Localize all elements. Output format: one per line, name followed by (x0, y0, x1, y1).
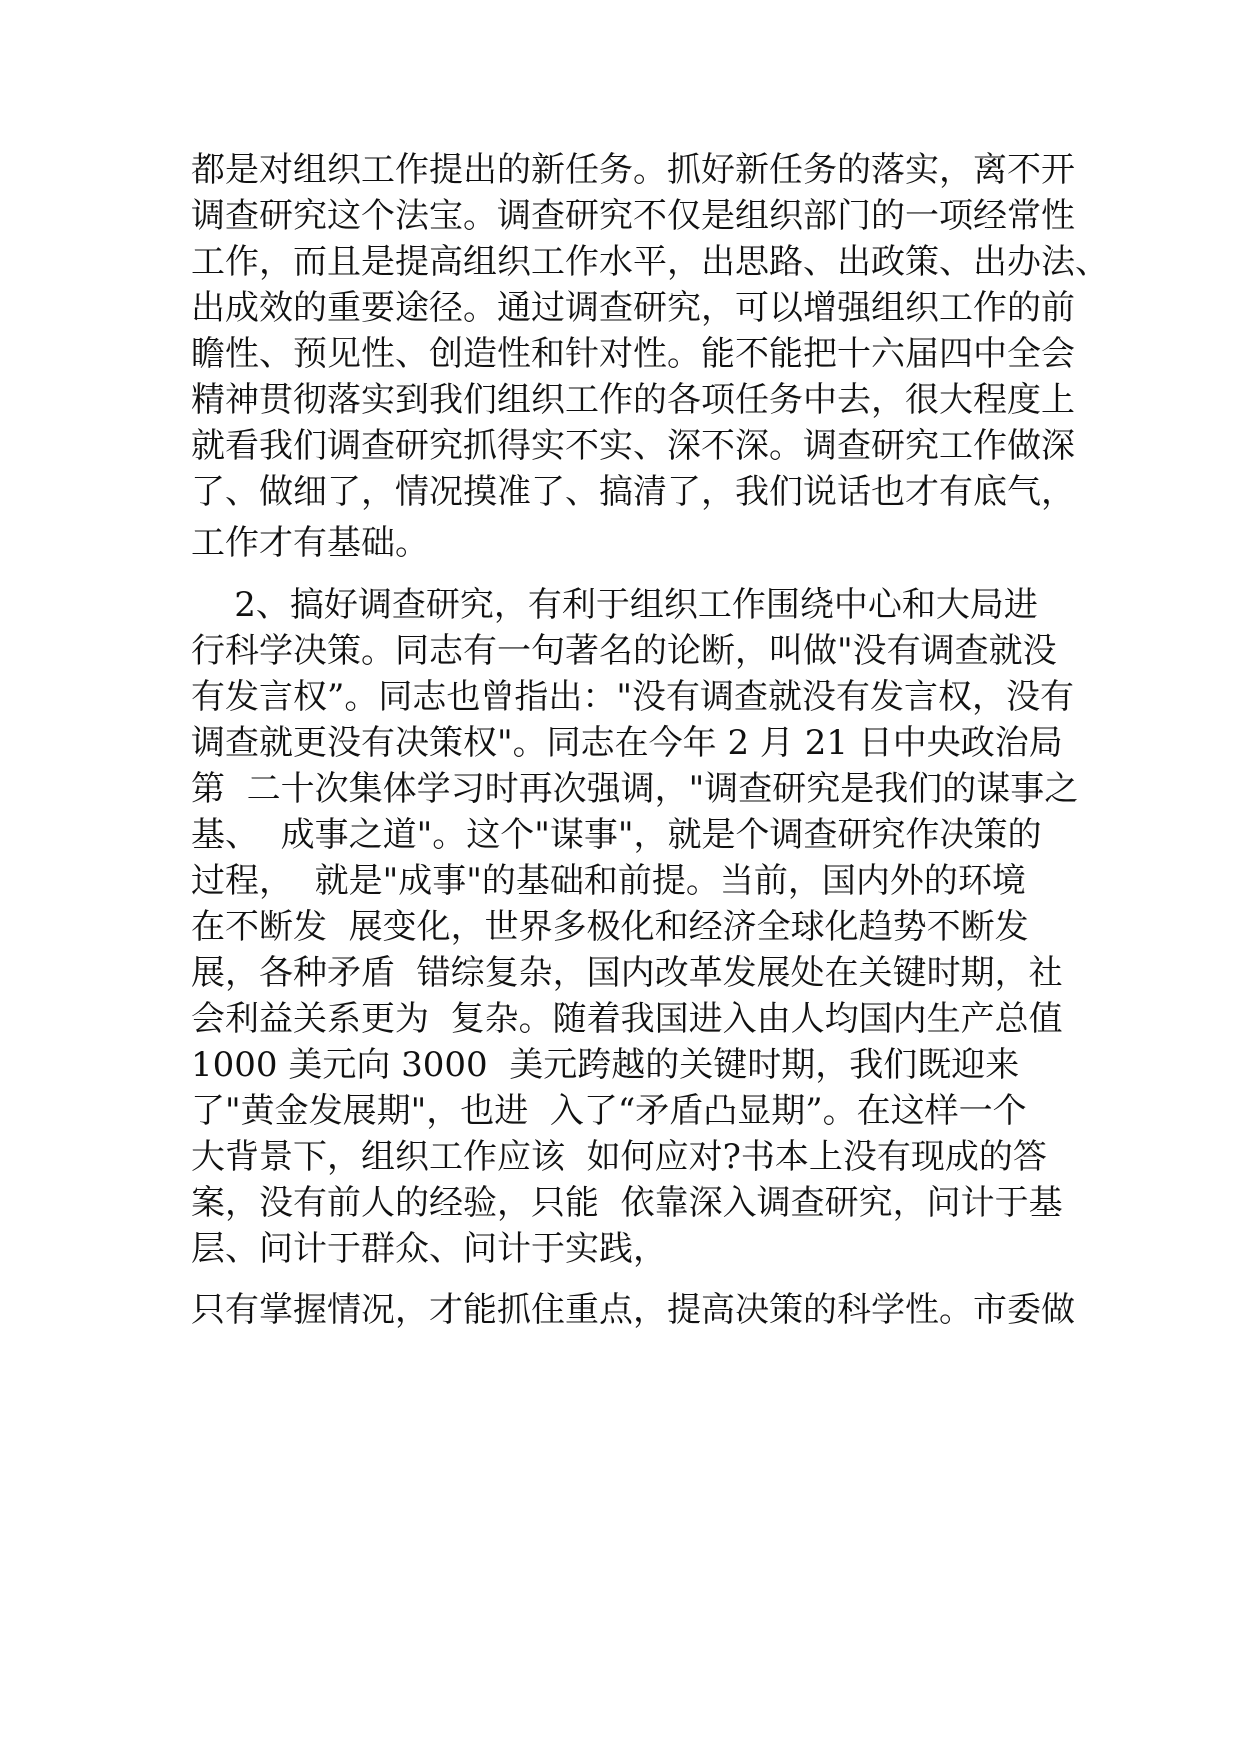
text-line: 过程， 就是"成事"的基础和前提。当前，国内外的环境 (191, 861, 1026, 901)
text-line: 第 二十次集体学习时再次强调，"调查研究是我们的谋事之 (191, 769, 1079, 809)
text-line: 工作，而且是提高组织工作水平，出思路、出政策、出办法、 (191, 242, 1109, 282)
text-line: 基、 成事之道"。这个"谋事"，就是个调查研究作决策的 (191, 815, 1042, 855)
text-line: 1000 美元向 3000 美元跨越的关键时期，我们既迎来 (191, 1045, 1020, 1085)
text-line: 2、搞好调查研究，有利于组织工作围绕中心和大局进 (191, 585, 1038, 625)
text-line: 层、问计于群众、问计于实践， (191, 1229, 667, 1269)
text-line: 都是对组织工作提出的新任务。抓好新任务的落实，离不开 (191, 150, 1075, 190)
text-line: 精神贯彻落实到我们组织工作的各项任务中去，很大程度上 (191, 380, 1075, 420)
text-line: 瞻性、预见性、创造性和针对性。能不能把十六届四中全会 (191, 334, 1075, 374)
text-line: 行科学决策。同志有一句著名的论断，叫做"没有调查就没 (191, 631, 1057, 671)
text-line: 只有掌握情况，才能抓住重点，提高决策的科学性。市委做 (191, 1290, 1075, 1330)
text-line: 大背景下，组织工作应该 如何应对?书本上没有现成的答 (191, 1137, 1047, 1177)
text-line: 有发言权”。同志也曾指出："没有调查就没有发言权，没有 (191, 677, 1075, 717)
text-line: 了、做细了，情况摸准了、搞清了，我们说话也才有底气， (191, 472, 1075, 512)
text-line: 在不断发 展变化，世界多极化和经济全球化趋势不断发 (191, 907, 1029, 947)
text-line: 了"黄金发展期"，也进 入了“矛盾凸显期”。在这样一个 (191, 1091, 1027, 1131)
text-line: 调查就更没有决策权"。同志在今年 2 月 21 日中央政治局 (191, 723, 1063, 763)
text-line: 案，没有前人的经验，只能 依靠深入调查研究，问计于基 (191, 1183, 1063, 1223)
text-line: 出成效的重要途径。通过调查研究，可以增强组织工作的前 (191, 288, 1075, 328)
text-line: 会利益关系更为 复杂。随着我国进入由人均国内生产总值 (191, 999, 1063, 1039)
text-line: 工作才有基础。 (191, 523, 429, 563)
text-line: 调查研究这个法宝。调查研究不仅是组织部门的一项经常性 (191, 196, 1075, 236)
text-line: 展，各种矛盾 错综复杂，国内改革发展处在关键时期，社 (191, 953, 1063, 993)
text-line: 就看我们调查研究抓得实不实、深不深。调查研究工作做深 (191, 426, 1075, 466)
